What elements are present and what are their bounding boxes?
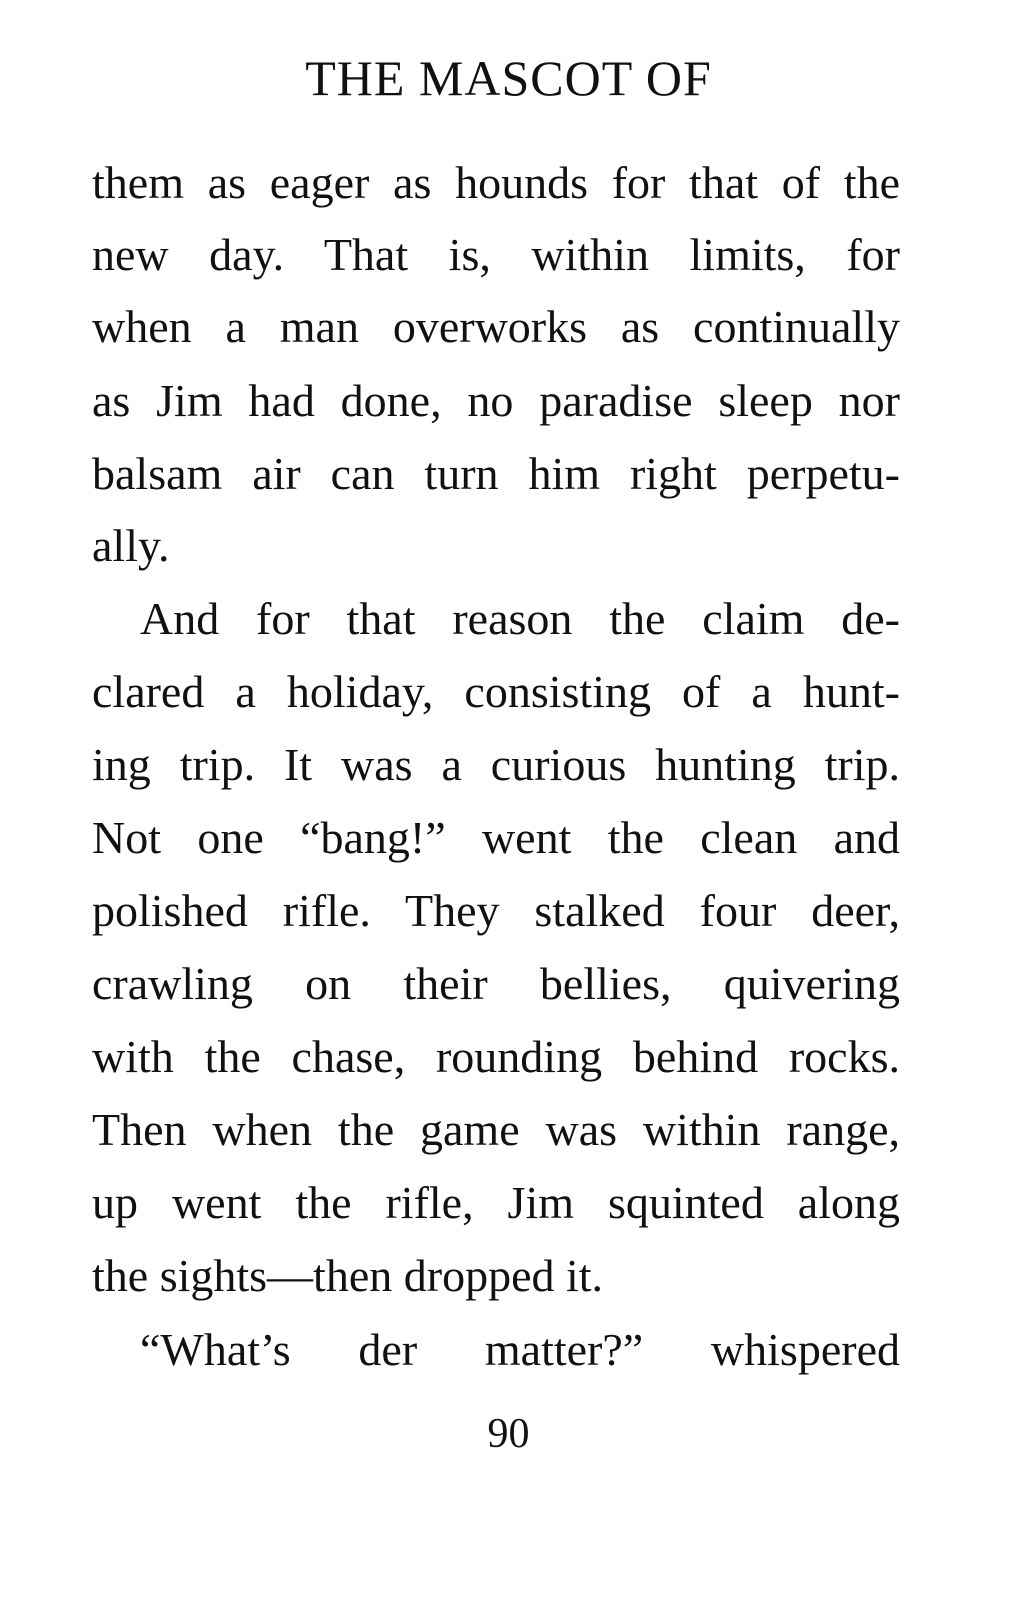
- running-head: THE MASCOT OF: [305, 50, 712, 106]
- text-line: Then when the game was within range,: [92, 1104, 900, 1155]
- text-line: ing trip. It was a curious hunting trip.: [92, 739, 900, 790]
- text-line: when a man overworks as continually: [92, 301, 900, 352]
- page-number: 90: [487, 1411, 530, 1457]
- paragraph-first-line: And for that reason the claim de-: [140, 593, 900, 644]
- text-line: ally.: [92, 520, 170, 571]
- text-line: up went the rifle, Jim squinted along: [92, 1177, 900, 1228]
- text-line: crawling on their bellies, quivering: [92, 958, 900, 1009]
- text-line: with the chase, rounding behind rocks.: [92, 1031, 900, 1082]
- text-line: new day. That is, within limits, for: [92, 229, 900, 280]
- text-line: Not one “bang!” went the clean and: [92, 812, 900, 863]
- text-line: the sights—then dropped it.: [92, 1250, 604, 1301]
- text-line: them as eager as hounds for that of the: [92, 157, 900, 208]
- text-line: balsam air can turn him right perpetu-: [92, 448, 900, 499]
- text-line: clared a holiday, consisting of a hunt-: [92, 666, 900, 717]
- paragraph-first-line: “What’s der matter?” whispered: [140, 1324, 900, 1375]
- text-line: polished rifle. They stalked four deer,: [92, 885, 900, 936]
- text-line: as Jim had done, no paradise sleep nor: [92, 375, 900, 426]
